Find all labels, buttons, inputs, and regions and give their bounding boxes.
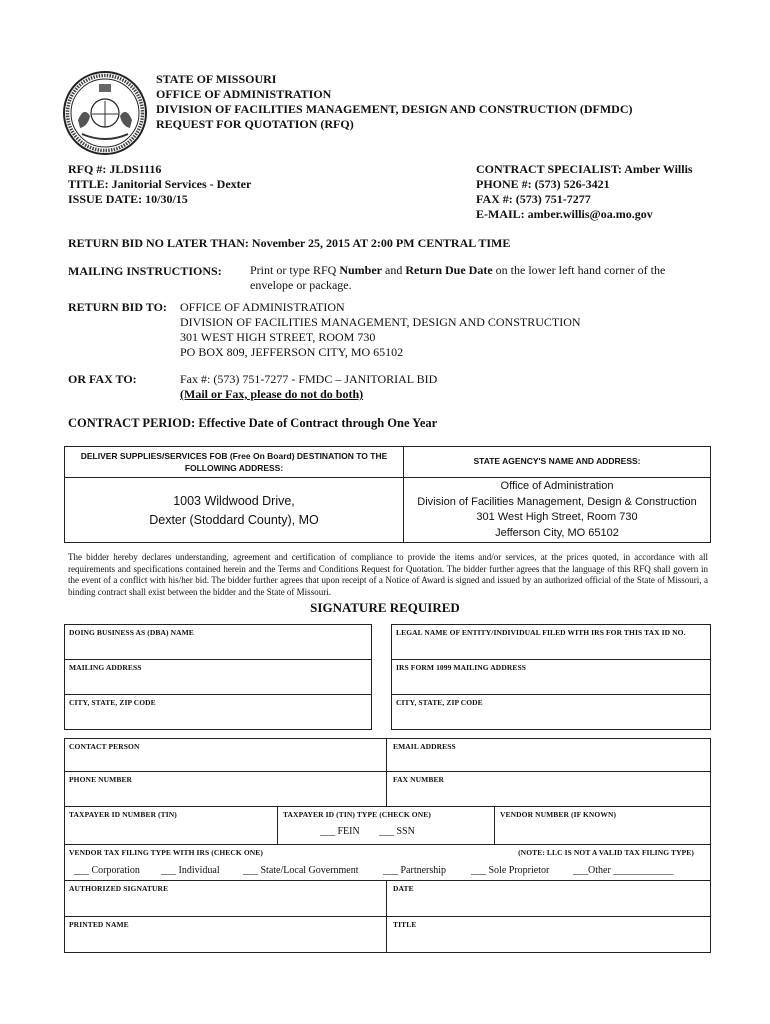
delivery-left-header-cell [64,446,404,478]
date-label: DATE [393,884,414,893]
header-state: STATE OF MISSOURI [156,72,277,86]
filing-state-local[interactable]: ___ State/Local Government [243,865,359,876]
return-to-line: PO BOX 809, JEFFERSON CITY, MO 65102 [180,345,404,359]
mailing-instructions [250,263,720,293]
delivery-address-line1: 1003 Wildwood Drive, [173,494,295,508]
mailing-text-pre: Print or type RFQ [250,263,340,277]
filing-note: (NOTE: LLC IS NOT A VALID TAX FILING TYPE) [518,848,694,857]
email-label: EMAIL ADDRESS [393,742,456,751]
authorized-signature-field[interactable] [64,880,387,917]
mailing-text-post: on the lower left hand corner of the [492,263,666,277]
delivery-right-header: STATE AGENCY'S NAME AND ADDRESS: [473,456,641,466]
fax-to-info [180,372,437,402]
filing-individual[interactable]: ___ Individual [161,865,220,876]
fax-to-label: OR FAX TO: [68,372,137,386]
filing-type-label: VENDOR TAX FILING TYPE WITH IRS (CHECK ONE) [69,848,263,857]
contract-specialist: CONTRACT SPECIALIST: Amber Willis [476,162,693,176]
tin-label: TAXPAYER ID NUMBER (TIN) [69,810,177,819]
title-field[interactable] [386,916,711,953]
return-to-label: RETURN BID TO: [68,300,167,314]
contact-phone: PHONE #: (573) 526-3421 [476,177,610,191]
mailing-text-mid: and [382,263,406,277]
agency-address [404,478,710,541]
contact-person-field[interactable] [64,738,387,772]
vendor-number-field[interactable] [494,806,711,845]
printed-name-field[interactable] [64,916,387,953]
tin-type-field [277,806,495,845]
ssn-option[interactable]: ___ SSN [379,826,415,837]
return-to-line: 301 WEST HIGH STREET, ROOM 730 [180,330,376,344]
filing-type-field [64,844,711,881]
rfq-issue-date: ISSUE DATE: 10/30/15 [68,192,188,206]
state-seal-icon [62,70,148,156]
printed-name-label: PRINTED NAME [69,920,129,929]
agency-line: Office of Administration [500,480,614,492]
title-label: TITLE [393,920,417,929]
legal-name-field[interactable] [391,624,711,660]
dba-label: DOING BUSINESS AS (DBA) NAME [69,628,194,637]
filing-other[interactable]: ___Other ____________ [573,865,674,876]
delivery-left-header: DELIVER SUPPLIES/SERVICES FOB (Free On Board) DESTINATION TO THE FOLLOWING ADDRESS: [80,451,388,473]
contact-person-label: CONTACT PERSON [69,742,140,751]
rfq-title: TITLE: Janitorial Services - Dexter [68,177,252,191]
mailing-label: MAILING INSTRUCTIONS: [68,264,222,278]
contact-info [476,162,693,222]
contact-fax: FAX #: (573) 751-7277 [476,192,591,206]
agency-line: Division of Facilities Management, Design & Construction [417,495,697,508]
delivery-address-line2: Dexter (Stoddard County), MO [149,513,319,527]
city-right-field[interactable] [391,694,711,730]
document-header [156,72,632,132]
authorized-signature-label: AUTHORIZED SIGNATURE [69,884,169,893]
bidder-statement: The bidder hereby declares understanding, agreement and certification of compliance to provide the items and/or services, at the prices quoted, in accordance with all requirements and specifications contained herein and the Terms and Conditions Request for Quotation. The bidder further agrees that the language of this RFQ shall govern in the event of a conflict with his/her bid. The bidder further agrees that upon receipt of a Notice of Award is signed and issued by an authorized official of the State of Missouri, a binding contract shall exist between the bidder and the State of Missouri. [68,552,708,597]
tin-field[interactable] [64,806,278,845]
vendor-number-label: VENDOR NUMBER (IF KNOWN) [500,810,617,819]
legal-name-label: LEGAL NAME OF ENTITY/INDIVIDUAL FILED WITH IRS FOR THIS TAX ID NO. [396,628,686,637]
agency-line: 301 West High Street, Room 730 [476,511,638,523]
return-to-line: OFFICE OF ADMINISTRATION [180,300,345,314]
mailing-text-due: Return Due Date [405,263,493,277]
tin-type-label: TAXPAYER ID (TIN) TYPE (CHECK ONE) [283,810,431,819]
return-to-line: DIVISION OF FACILITIES MANAGEMENT, DESIGN AND CONSTRUCTION [180,315,581,329]
dba-field[interactable] [64,624,372,660]
mailing-address-field[interactable] [64,659,372,695]
header-rfq: REQUEST FOR QUOTATION (RFQ) [156,117,354,131]
date-field[interactable] [386,880,711,917]
rfq-info [68,162,251,207]
filing-sole-proprietor[interactable]: ___ Sole Proprietor [471,865,550,876]
return-to-address [180,300,581,360]
fein-option[interactable]: ___ FEIN [320,826,360,837]
signature-required-title: SIGNATURE REQUIRED [310,600,460,615]
fax-to-note: (Mail or Fax, please do not do both) [180,387,364,401]
contract-period: CONTRACT PERIOD: Effective Date of Contract through One Year [68,416,438,430]
filing-partnership[interactable]: ___ Partnership [383,865,447,876]
phone-field[interactable] [64,771,387,807]
phone-label: PHONE NUMBER [69,775,133,784]
city-right-label: CITY, STATE, ZIP CODE [396,698,483,707]
filing-corporation[interactable]: ___ Corporation [74,865,140,876]
irs-mailing-field[interactable] [391,659,711,695]
delivery-address [65,478,403,530]
agency-address-cell [403,477,711,543]
fax-label: FAX NUMBER [393,775,445,784]
header-division: DIVISION OF FACILITIES MANAGEMENT, DESIGN AND CONSTRUCTION (DFMDC) [156,102,633,116]
rfq-number: RFQ #: JLDS1116 [68,162,162,176]
city-left-field[interactable] [64,694,372,730]
mailing-address-label: MAILING ADDRESS [69,663,142,672]
email-field[interactable] [386,738,711,772]
header-office: OFFICE OF ADMINISTRATION [156,87,332,101]
fax-to-number: Fax #: (573) 751-7277 - FMDC – JANITORIAL BID [180,372,438,386]
return-deadline: RETURN BID NO LATER THAN: November 25, 2015 AT 2:00 PM CENTRAL TIME [68,236,511,250]
mailing-text-line2: envelope or package. [250,278,352,292]
delivery-address-cell [64,477,404,543]
fax-field[interactable] [386,771,711,807]
delivery-right-header-cell [403,446,711,478]
city-left-label: CITY, STATE, ZIP CODE [69,698,156,707]
contact-email: E-MAIL: amber.willis@oa.mo.gov [476,207,653,221]
irs-mailing-label: IRS FORM 1099 MAILING ADDRESS [396,663,526,672]
mailing-text-number: Number [339,263,383,277]
agency-line: Jefferson City, MO 65102 [495,526,619,539]
